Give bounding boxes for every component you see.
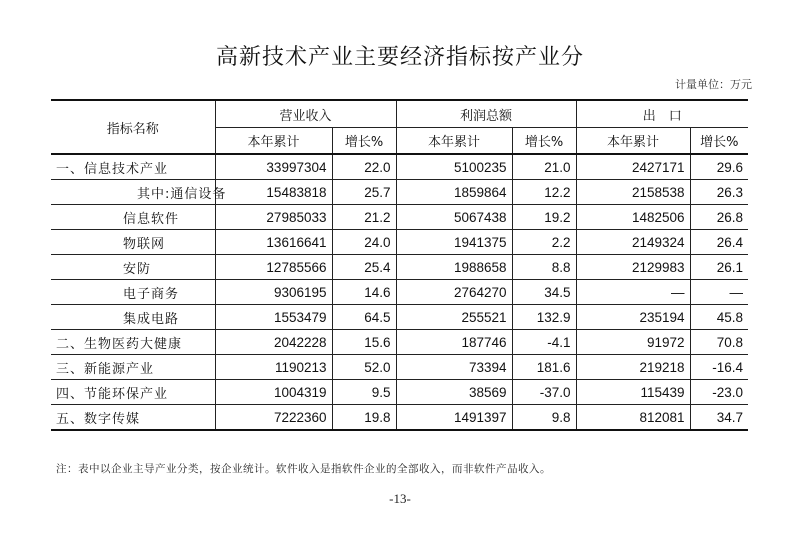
cell-cumulative: 2149324 [576, 230, 690, 255]
cell-cumulative: 1988658 [396, 255, 512, 280]
cell-cumulative: 12785566 [215, 255, 332, 280]
cell-cumulative: — [576, 280, 690, 305]
cell-cumulative: 235194 [576, 305, 690, 330]
header-sub-growth: 增长% [332, 128, 396, 155]
table-row [51, 180, 748, 205]
header-group-profit: 利润总额 [396, 100, 576, 128]
cell-cumulative: 1190213 [215, 355, 332, 380]
cell-growth: 8.8 [512, 255, 576, 280]
cell-growth: 25.4 [332, 255, 396, 280]
cell-cumulative: 73394 [396, 355, 512, 380]
cell-growth: 64.5 [332, 305, 396, 330]
cell-growth: 9.5 [332, 380, 396, 405]
cell-growth: 25.7 [332, 180, 396, 205]
cell-cumulative: 2042228 [215, 330, 332, 355]
cell-cumulative: 1941375 [396, 230, 512, 255]
cell-cumulative: 38569 [396, 380, 512, 405]
cell-cumulative: 2158538 [576, 180, 690, 205]
table-row [51, 255, 748, 280]
cell-growth: 21.0 [512, 154, 576, 180]
row-indicator-name: 安防 [51, 255, 215, 280]
cell-cumulative: 2764270 [396, 280, 512, 305]
cell-growth: 26.3 [690, 180, 748, 205]
cell-growth: 181.6 [512, 355, 576, 380]
cell-cumulative: 1004319 [215, 380, 332, 405]
cell-growth: 2.2 [512, 230, 576, 255]
row-indicator-name: 其中:通信设备 [51, 180, 215, 205]
table-row [51, 355, 748, 380]
cell-growth: -16.4 [690, 355, 748, 380]
cell-cumulative: 13616641 [215, 230, 332, 255]
cell-growth: 34.7 [690, 405, 748, 431]
cell-growth: 26.4 [690, 230, 748, 255]
cell-growth: 45.8 [690, 305, 748, 330]
cell-cumulative: 255521 [396, 305, 512, 330]
cell-growth: 52.0 [332, 355, 396, 380]
cell-growth: 15.6 [332, 330, 396, 355]
table-row [51, 380, 748, 405]
page-number: -13- [389, 491, 411, 506]
cell-cumulative: 219218 [576, 355, 690, 380]
cell-growth: 26.8 [690, 205, 748, 230]
table-row [51, 230, 748, 255]
header-sub-cumulative: 本年累计 [215, 128, 332, 155]
cell-growth: 19.8 [332, 405, 396, 431]
cell-cumulative: 2427171 [576, 154, 690, 180]
cell-growth: 34.5 [512, 280, 576, 305]
cell-growth: 24.0 [332, 230, 396, 255]
cell-cumulative: 7222360 [215, 405, 332, 431]
cell-cumulative: 27985033 [215, 205, 332, 230]
cell-growth: 132.9 [512, 305, 576, 330]
row-indicator-name: 电子商务 [51, 280, 215, 305]
row-indicator-name: 集成电路 [51, 305, 215, 330]
cell-cumulative: 2129983 [576, 255, 690, 280]
cell-growth: -23.0 [690, 380, 748, 405]
table-row [51, 154, 748, 180]
cell-cumulative: 5067438 [396, 205, 512, 230]
indicator-table [51, 99, 748, 431]
cell-cumulative: 812081 [576, 405, 690, 431]
unit-label: 计量单位：万元 [675, 78, 752, 91]
cell-cumulative: 1859864 [396, 180, 512, 205]
cell-growth: 14.6 [332, 280, 396, 305]
row-indicator-name: 一、信息技术产业 [51, 154, 215, 180]
row-indicator-name: 二、生物医药大健康 [51, 330, 215, 355]
cell-growth: 70.8 [690, 330, 748, 355]
row-indicator-name: 三、新能源产业 [51, 355, 215, 380]
cell-growth: 9.8 [512, 405, 576, 431]
footnote: 注：表中以企业主导产业分类，按企业统计。软件收入是指软件企业的全部收入，而非软件产品收入。 [56, 463, 551, 475]
cell-cumulative: 1491397 [396, 405, 512, 431]
cell-growth: 19.2 [512, 205, 576, 230]
table-row [51, 305, 748, 330]
table-row [51, 330, 748, 355]
row-indicator-name: 四、节能环保产业 [51, 380, 215, 405]
cell-cumulative: 115439 [576, 380, 690, 405]
cell-cumulative: 1553479 [215, 305, 332, 330]
row-indicator-name: 信息软件 [51, 205, 215, 230]
cell-growth: 21.2 [332, 205, 396, 230]
cell-growth: -37.0 [512, 380, 576, 405]
header-row-groups [51, 100, 748, 128]
cell-cumulative: 9306195 [215, 280, 332, 305]
cell-growth: 29.6 [690, 154, 748, 180]
cell-growth: -4.1 [512, 330, 576, 355]
cell-cumulative: 91972 [576, 330, 690, 355]
header-group-export: 出 口 [576, 100, 748, 128]
table-row [51, 205, 748, 230]
cell-growth: 12.2 [512, 180, 576, 205]
cell-growth: — [690, 280, 748, 305]
header-group-revenue: 营业收入 [215, 100, 396, 128]
row-indicator-name: 物联网 [51, 230, 215, 255]
cell-cumulative: 15483818 [215, 180, 332, 205]
header-indicator-name: 指标名称 [51, 100, 215, 154]
header-sub-cumulative: 本年累计 [396, 128, 512, 155]
header-sub-growth: 增长% [690, 128, 748, 155]
table-row [51, 280, 748, 305]
header-sub-growth: 增长% [512, 128, 576, 155]
cell-growth: 22.0 [332, 154, 396, 180]
table-row [51, 405, 748, 431]
cell-cumulative: 5100235 [396, 154, 512, 180]
header-sub-cumulative: 本年累计 [576, 128, 690, 155]
cell-cumulative: 187746 [396, 330, 512, 355]
row-indicator-name: 五、数字传媒 [51, 405, 215, 431]
page-title: 高新技术产业主要经济指标按产业分 [215, 45, 584, 70]
cell-cumulative: 33997304 [215, 154, 332, 180]
cell-cumulative: 1482506 [576, 205, 690, 230]
cell-growth: 26.1 [690, 255, 748, 280]
